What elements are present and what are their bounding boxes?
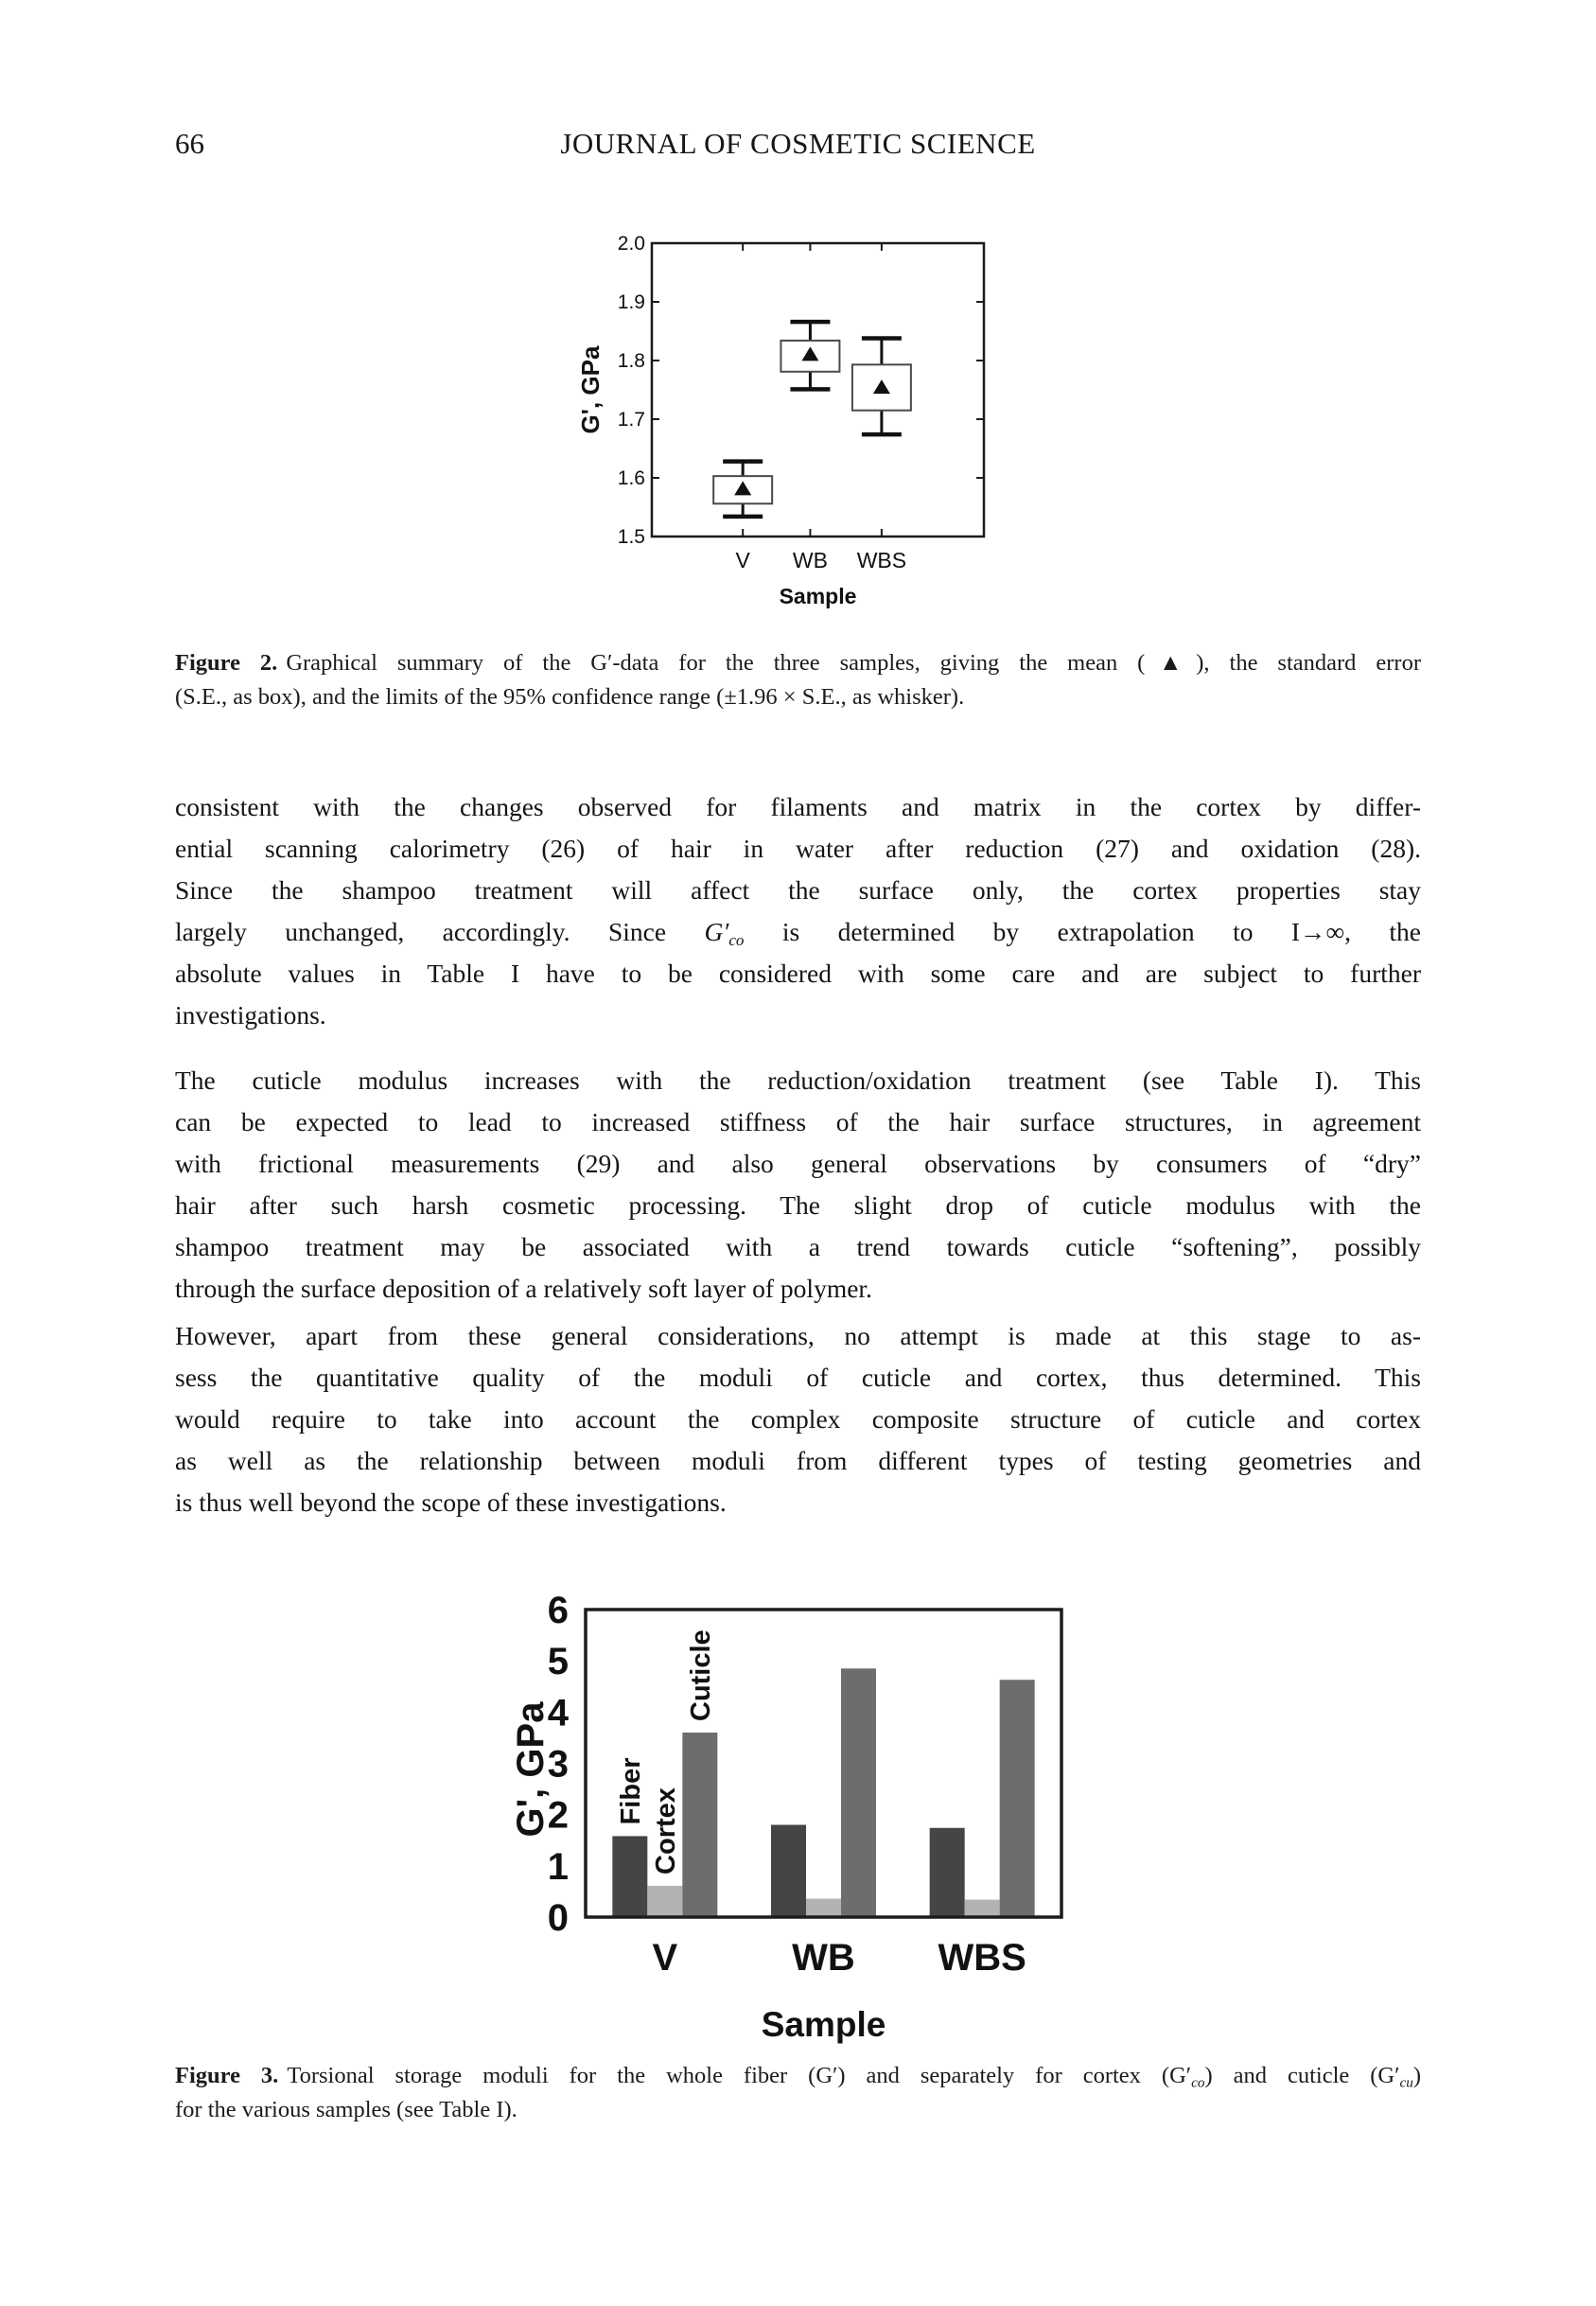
figure3-caption xyxy=(175,2059,1421,2127)
bar-WB-cortex xyxy=(806,1899,841,1918)
text-line: Since the shampoo treatment will affect the surface only, the cortex properties stay xyxy=(175,875,1421,905)
y-tick-label: 1.5 xyxy=(617,526,645,548)
text-line: is thus well beyond the scope of these investigations. xyxy=(175,1487,727,1517)
y-axis-title: G', GPa xyxy=(576,345,605,434)
box-group-WB xyxy=(780,322,839,389)
bar-WB-cuticle xyxy=(841,1668,876,1917)
series-label-cuticle: Cuticle xyxy=(685,1629,716,1721)
x-category-label: WB xyxy=(792,1937,855,1979)
x-category-label: WBS xyxy=(938,1937,1026,1979)
y-tick-label: 1.7 xyxy=(617,409,645,431)
x-axis-title: Sample xyxy=(779,584,857,608)
bar-WBS-cuticle xyxy=(1000,1680,1035,1917)
text-line: through the surface deposition of a relatively soft layer of polymer. xyxy=(175,1274,872,1303)
text-line: absolute values in Table I have to be considered with some care and are subject to further xyxy=(175,959,1421,988)
text-line: hair after such harsh cosmetic processing. The slight drop of cuticle modulus with the xyxy=(175,1190,1421,1220)
y-tick-label: 5 xyxy=(547,1641,569,1683)
text-line: as well as the relationship between moduli from different types of testing geometries and xyxy=(175,1446,1421,1475)
y-tick-label: 2 xyxy=(547,1794,569,1837)
series-label-cortex: Cortex xyxy=(650,1787,681,1875)
text-line: shampoo treatment may be associated with a trend towards cuticle “softening”, possibly xyxy=(175,1232,1421,1261)
y-axis-title: G', GPa xyxy=(510,1701,552,1838)
text-line: consistent with the changes observed for filaments and matrix in the cortex by differ- xyxy=(175,792,1421,821)
y-tick-label: 1.8 xyxy=(617,350,645,372)
y-tick-label: 6 xyxy=(547,1590,569,1631)
text-line: for the various samples (see Table I). xyxy=(175,2097,517,2122)
text-line: (S.E., as box), and the limits of the 95% confidence range (±1.96 × S.E., as whisker). xyxy=(175,684,965,710)
text-line: Figure 2. Graphical summary of the G′-data for the three samples, giving the mean (▲), the standard error xyxy=(175,650,1421,676)
bar-V-fiber xyxy=(612,1836,647,1917)
figure2-boxplot-chart xyxy=(544,218,989,615)
box-group-V xyxy=(713,462,772,517)
text-line: largely unchanged, accordingly. Since $G'_{co}$ is determined by extrapolation to I→∞, the xyxy=(175,917,1421,949)
text-line: would require to take into account the complex composite structure of cuticle and cortex xyxy=(175,1404,1421,1434)
box-group-WBS xyxy=(852,338,911,434)
text-line: can be expected to lead to increased stiffness of the hair surface structures, in agreement xyxy=(175,1107,1421,1136)
figure2-caption xyxy=(175,646,1421,714)
x-axis-title: Sample xyxy=(761,2005,886,2044)
text-line: The cuticle modulus increases with the reduction/oxidation treatment (see Table I). This xyxy=(175,1065,1421,1095)
body-paragraph-2 xyxy=(175,1060,1421,1310)
text-line: Figure 3. Torsional storage moduli for the whole fiber (G′) and separately for cortex $(G'_{co})$ and cuticle $(G'_{cu})$ xyxy=(175,2063,1421,2091)
bar-WBS-cortex xyxy=(965,1900,1000,1917)
text-line: ential scanning calorimetry (26) of hair in water after reduction (27) and oxidation (28). xyxy=(175,834,1421,863)
y-tick-label: 1.9 xyxy=(617,291,645,313)
figure3-barchart xyxy=(501,1566,1126,2063)
bar-V-cortex xyxy=(647,1886,682,1917)
x-category-label: WBS xyxy=(856,548,907,572)
body-paragraph-3 xyxy=(175,1315,1421,1523)
bar-WB-fiber xyxy=(771,1825,806,1918)
y-tick-label: 1 xyxy=(547,1845,569,1888)
text-line: sess the quantitative quality of the moduli of cuticle and cortex, thus determined. This xyxy=(175,1363,1421,1392)
y-tick-label: 3 xyxy=(547,1743,569,1786)
page-number: 66 xyxy=(175,127,204,160)
running-title: JOURNAL OF COSMETIC SCIENCE xyxy=(560,127,1036,160)
text-line: with frictional measurements (29) and also general observations by consumers of “dry” xyxy=(175,1149,1421,1178)
x-category-label: V xyxy=(735,548,750,572)
y-tick-label: 1.6 xyxy=(617,467,645,489)
y-tick-label: 2.0 xyxy=(617,233,645,255)
text-line: investigations. xyxy=(175,1000,326,1030)
body-paragraph-1 xyxy=(175,786,1421,1036)
x-category-label: V xyxy=(652,1937,678,1979)
series-label-fiber: Fiber xyxy=(615,1757,646,1825)
x-category-label: WB xyxy=(792,548,828,572)
bar-WBS-fiber xyxy=(930,1828,965,1917)
bar-V-cuticle xyxy=(682,1733,717,1917)
text-line: However, apart from these general considerations, no attempt is made at this stage to as- xyxy=(175,1321,1421,1350)
y-tick-label: 4 xyxy=(547,1692,569,1734)
y-tick-label: 0 xyxy=(547,1897,569,1939)
